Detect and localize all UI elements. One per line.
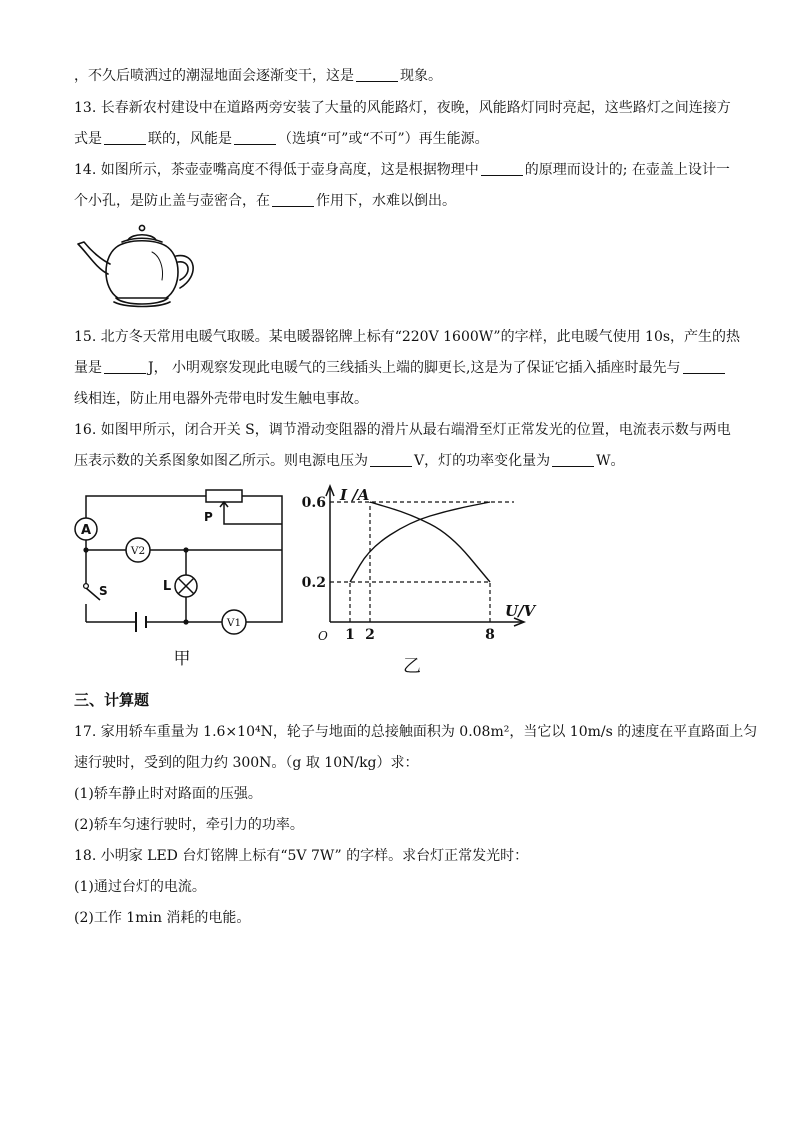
answer-blank[interactable]: [356, 67, 398, 82]
teapot-body: [106, 241, 178, 298]
question-18-part-1: (1)通过台灯的电流。: [74, 879, 206, 895]
question-16-line-1: 16. 如图甲所示，闭合开关 S，调节滑动变阻器的滑片从最右端滑至灯正常发光的位置，电流表示数与两电: [74, 422, 731, 438]
junction-node: [183, 547, 188, 552]
rheostat: [206, 490, 242, 502]
switch-blade: [86, 588, 100, 600]
answer-blank[interactable]: [683, 359, 725, 374]
question-18-part-2: (2)工作 1min 消耗的电能。: [74, 910, 251, 926]
x-axis-label: U/V: [505, 602, 536, 620]
section-heading-calculation: 三、计算题: [74, 691, 150, 709]
question-17-part-1: (1)轿车静止时对路面的压强。: [74, 786, 262, 802]
question-14-line-1: 14. 如图所示，茶壶壶嘴高度不得低于壶身高度，这是根据物理中 的原理而设计的; 在壶盖上设计一: [74, 162, 730, 178]
teapot-illustration: [74, 222, 206, 308]
circuit-diagram: [70, 488, 295, 678]
question-17-line-2: 速行驶时，受到的阻力约 300N。（g 取 10N/kg）求：: [74, 755, 419, 771]
question-15-line-2: 量是 J， 小明观察发现此电暖气的三线插头上端的脚更长,这是为了保证它插入插座时最先与: [74, 358, 727, 378]
question-17-line-1: 17. 家用轿车重量为 1.6×10⁴N，轮子与地面的总接触面积为 0.08m²，当它以 10m/s 的速度在平直路面上匀: [74, 724, 758, 740]
answer-blank[interactable]: [481, 161, 523, 176]
x-tick-label: 2: [365, 627, 375, 643]
question-17-part-2: (2)轿车匀速行驶时，牵引力的功率。: [74, 817, 304, 833]
answer-blank[interactable]: [272, 192, 314, 207]
question-15-line-1: 15. 北方冬天常用电暖气取暖。某电暖器铭牌上标有“220V 1600W”的字样，此电暖气使用 10s，产生的热: [74, 329, 741, 345]
slider-label: P: [204, 510, 213, 524]
y-tick-label: 0.6: [301, 495, 326, 511]
answer-blank[interactable]: [104, 130, 146, 145]
switch-contact: [84, 584, 89, 589]
y-axis-label: I /A: [340, 486, 370, 504]
teapot-base: [116, 298, 168, 304]
answer-blank[interactable]: [552, 452, 594, 467]
switch-label: S: [99, 584, 108, 598]
x-tick-label: 8: [485, 627, 495, 643]
origin-label: O: [318, 629, 328, 643]
question-15-line-3: 线相连，防止用电器外壳带电时发生触电事故。: [74, 391, 368, 407]
circuit-caption: 甲: [173, 649, 191, 669]
question-14-line-2: 个小孔，是防止盖与壶密合，在 作用下，水难以倒出。: [74, 193, 456, 209]
y-tick-label: 0.2: [301, 575, 326, 591]
x-tick-label: 1: [345, 627, 355, 643]
voltmeter-v1-label: V1: [226, 617, 242, 629]
lamp-label: L: [162, 579, 172, 594]
voltmeter-v2-label: V2: [130, 545, 146, 557]
text-line-1: ，不久后喷洒过的潮湿地面会逐渐变干，这是 现象。: [74, 68, 442, 84]
answer-blank[interactable]: [370, 452, 412, 467]
answer-blank[interactable]: [234, 130, 276, 145]
series-curve-2: [370, 502, 490, 582]
iu-graph: [300, 482, 536, 682]
question-16-line-2: 压表示数的关系图象如图乙所示。则电源电压为 V，灯的功率变化量为 W。: [74, 453, 625, 469]
answer-blank[interactable]: [104, 359, 146, 374]
ammeter-label: A: [80, 523, 92, 538]
teapot-spout: [78, 242, 110, 274]
question-13-line-2: 式是 联的，风能是 （选填“可”或“不可”）再生能源。: [74, 131, 489, 147]
battery: [136, 612, 146, 632]
junction-node: [183, 619, 188, 624]
question-13-line-1: 13. 长春新农村建设中在道路两旁安装了大量的风能路灯，夜晚，风能路灯同时亮起，这些路灯之间连接方: [74, 100, 731, 116]
teapot-knob: [139, 225, 144, 230]
series-curve-1: [350, 502, 490, 582]
graph-caption: 乙: [403, 656, 421, 677]
question-18-line-1: 18. 小明家 LED 台灯铭牌上标有“5V 7W” 的字样。求台灯正常发光时：: [74, 848, 529, 864]
junction-node: [83, 547, 88, 552]
rheostat-slider: [220, 502, 228, 514]
